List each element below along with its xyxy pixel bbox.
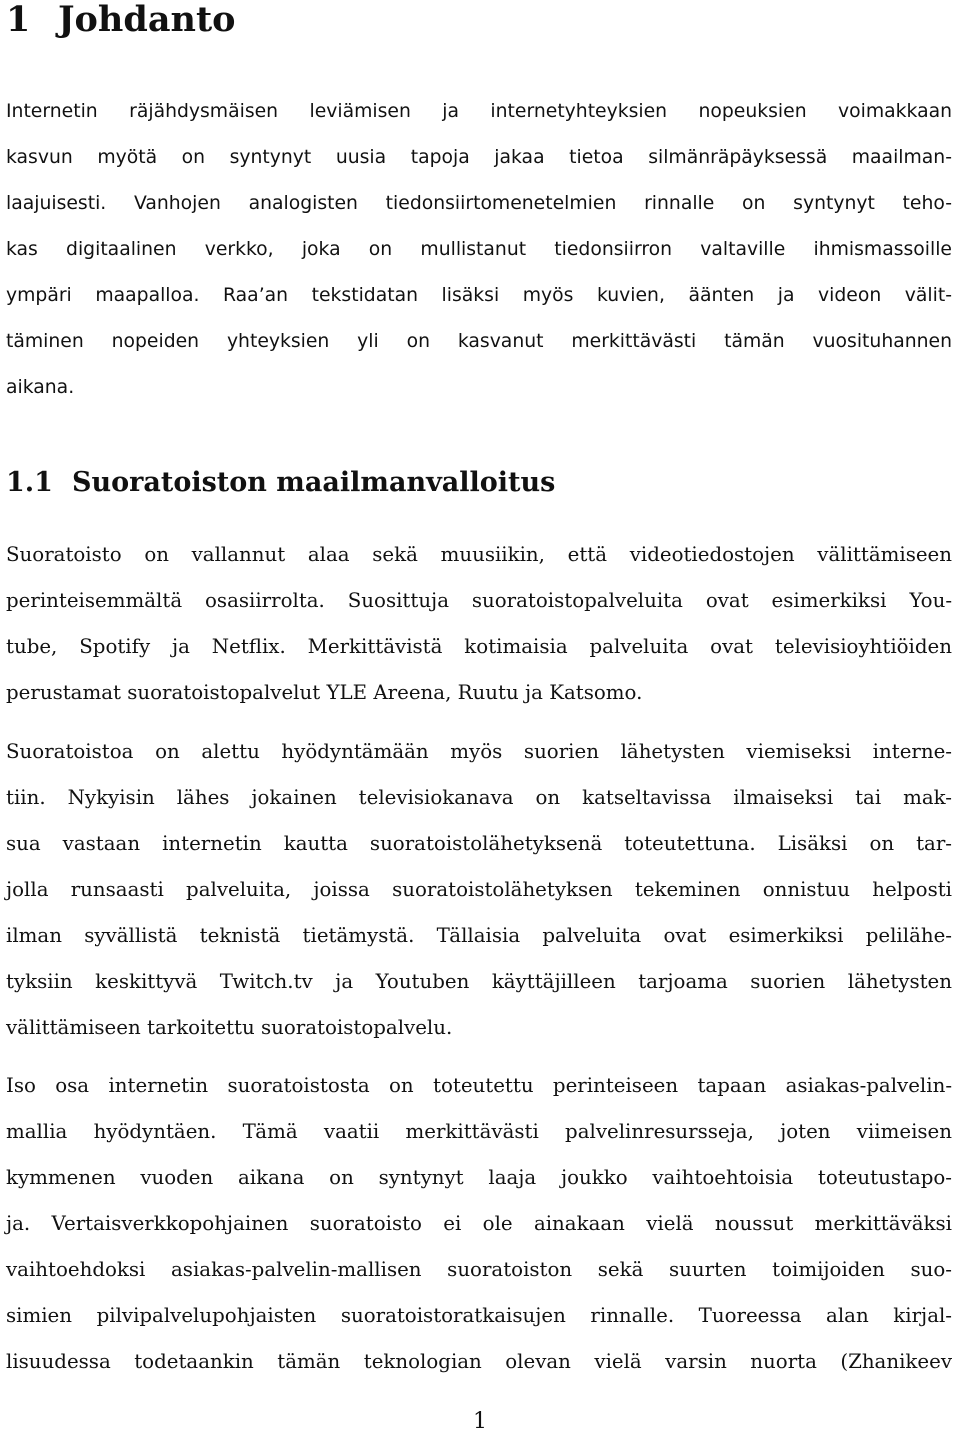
text-line: Iso osa internetin suoratoistosta on toteutettu perinteiseen tapaan asiakas-palvelin-: [6, 1074, 952, 1097]
section-title: Suoratoiston maailmanvalloitus: [72, 467, 556, 498]
text-line: jolla runsaasti palveluita, joissa suoratoistolähetyksen tekeminen onnistuu helposti: [6, 878, 952, 901]
body-paragraph: [6, 1063, 952, 1385]
text-line: lisuudessa todetaankin tämän teknologian olevan vielä varsin nuorta (Zhanikeev: [6, 1350, 952, 1373]
text-line: tyksiin keskittyvä Twitch.tv ja Youtuben käyttäjilleen tarjoama suorien lähetysten: [6, 970, 952, 993]
text-line: kas digitaalinen verkko, joka on mullistanut tiedonsiirron valtaville ihmismassoille: [6, 239, 952, 260]
body-paragraph: [6, 729, 952, 1051]
text-line: perustamat suoratoistopalvelut YLE Areena, Ruutu ja Katsomo.: [6, 681, 643, 704]
text-line: sua vastaan internetin kautta suoratoistolähetyksenä toteutettuna. Lisäksi on tar-: [6, 832, 952, 855]
section-heading: [6, 466, 555, 500]
text-line: vaihtoehdoksi asiakas-palvelin-mallisen suoratoiston sekä suurten toimijoiden suo-: [6, 1258, 952, 1281]
text-line: ja. Vertaisverkkopohjainen suoratoisto ei ole ainakaan vielä noussut merkittäväksi: [6, 1212, 952, 1235]
text-line: välittämiseen tarkoitettu suoratoistopalvelu.: [6, 1016, 453, 1039]
page-number: 1: [473, 1409, 487, 1434]
text-line: aikana.: [6, 377, 75, 398]
text-line: perinteisemmältä osasiirrolta. Suosittuja suoratoistopalveluita ovat esimerkiksi You-: [6, 589, 952, 612]
body-paragraph: [6, 532, 952, 716]
text-line: ilman syvällistä teknistä tietämystä. Tällaisia palveluita ovat esimerkiksi pelilähe-: [6, 924, 952, 947]
text-line: ympäri maapalloa. Raa’an tekstidatan lisäksi myös kuvien, äänten ja videon välit-: [6, 285, 952, 306]
section-number: 1.1: [6, 467, 53, 498]
chapter-heading: [6, 0, 235, 40]
text-line: täminen nopeiden yhteyksien yli on kasvanut merkittävästi tämän vuosituhannen: [6, 331, 952, 352]
intro-paragraph: [6, 89, 952, 411]
text-line: Suoratoistoa on alettu hyödyntämään myös suorien lähetysten viemiseksi interne-: [6, 740, 952, 763]
text-line: kymmenen vuoden aikana on syntynyt laaja joukko vaihtoehtoisia toteutustapo-: [6, 1166, 952, 1189]
chapter-title: Johdanto: [58, 0, 236, 40]
text-line: laajuisesti. Vanhojen analogisten tiedonsiirtomenetelmien rinnalle on syntynyt teho-: [6, 193, 952, 214]
text-line: Suoratoisto on vallannut alaa sekä muusiikin, että videotiedostojen välittämiseen: [6, 543, 952, 566]
text-line: mallia hyödyntäen. Tämä vaatii merkittävästi palvelinresursseja, joten viimeisen: [6, 1120, 952, 1143]
text-line: tiin. Nykyisin lähes jokainen televisiokanava on katseltavissa ilmaiseksi tai mak-: [6, 786, 952, 809]
text-line: tube, Spotify ja Netflix. Merkittävistä kotimaisia palveluita ovat televisioyhtiöiden: [6, 635, 952, 658]
document-page: [6, 0, 952, 1438]
text-line: kasvun myötä on syntynyt uusia tapoja jakaa tietoa silmänräpäyksessä maailman-: [6, 147, 952, 168]
chapter-number: 1: [6, 0, 31, 40]
text-line: simien pilvipalvelupohjaisten suoratoistoratkaisujen rinnalle. Tuoreessa alan kirjal-: [6, 1304, 952, 1327]
text-line: Internetin räjähdysmäisen leviämisen ja internetyhteyksien nopeuksien voimakkaan: [6, 101, 952, 122]
